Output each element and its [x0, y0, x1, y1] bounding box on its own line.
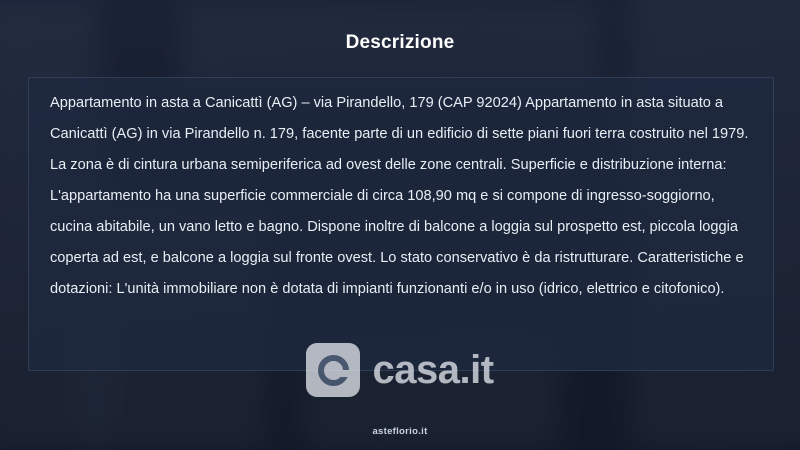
description-text: Appartamento in asta a Canicattì (AG) – via Pirandello, 179 (CAP 92024) Appartamento in asta situato a Canicattì (AG) in via Pirandello n. 179, facente parte di un edificio di sette piani fuori terra costruito nel 1979. La zona è di cintura urbana semiperiferica ad ovest delle zone centrali. Superficie e distribuzione interna: L'appartamento ha una superficie commerciale di circa 108,90 mq e si compone di ingresso-soggiorno, cucina abitabile, un vano letto e bagno. Dispone inoltre di balcone a loggia sul prospetto est, piccola loggia coperta ad est, e balcone a loggia sul fronte ovest. Lo stato conservativo è da ristrutturare. Caratteristiche e dotazioni: L'unità immobiliare non è dotata di impianti funzionanti e/o in uso (idrico, elettrico e citofonico). — [50, 95, 753, 297]
page-title: Descrizione — [345, 32, 455, 53]
watermark-label: casa.it — [372, 347, 494, 392]
footer-source-label: asteflorio.it — [372, 426, 428, 437]
